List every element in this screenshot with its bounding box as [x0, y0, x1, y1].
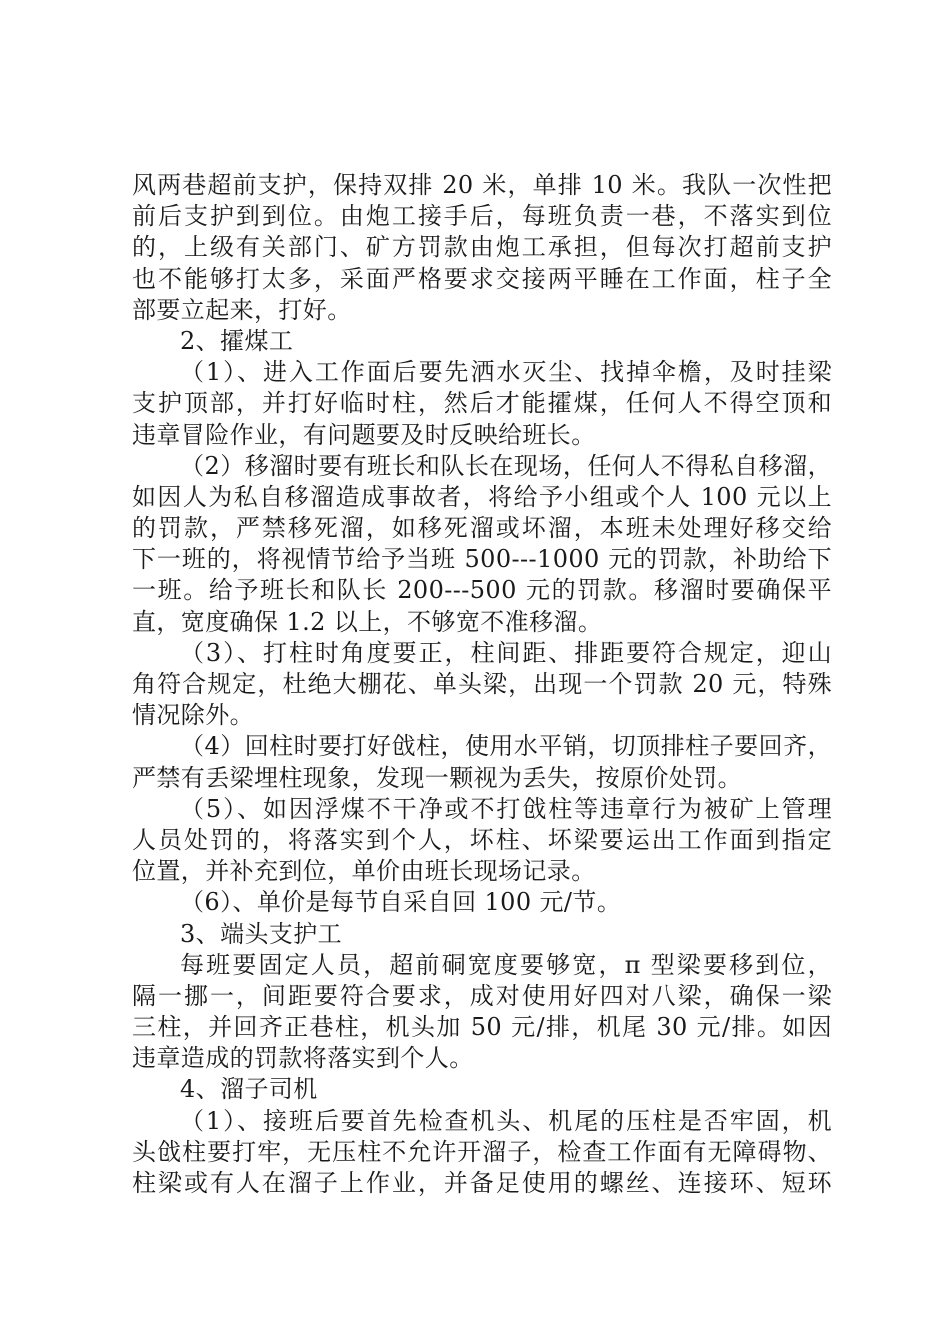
- text-line: 风两巷超前支护，保持双排 20 米，单排 10 米。我队一次性把: [132, 171, 832, 199]
- text-line: 每班要固定人员，超前硐宽度要够宽，π 型梁要移到位，: [180, 950, 832, 979]
- text-line: 部要立起来，打好。: [132, 295, 352, 324]
- text-line: 直，宽度确保 1.2 以上，不够宽不准移溜。: [132, 607, 603, 636]
- text-line: 也不能够打太多，采面严格要求交接两平睡在工作面，柱子全: [132, 264, 832, 293]
- text-line: 隔一挪一，间距要符合要求，成对使用好四对八梁，确保一梁: [132, 981, 832, 1010]
- section-heading: 3、端头支护工: [180, 919, 343, 948]
- text-line: （6）、单价是每节自采自回 100 元/节。: [180, 888, 622, 917]
- text-line: 头戗柱要打牢，无压柱不允许开溜子，检查工作面有无障碍物、: [132, 1137, 832, 1166]
- text-line: （5）、如因浮煤不干净或不打戗柱等违章行为被矿上管理: [180, 794, 832, 823]
- document-body: [132, 170, 832, 1199]
- text-line: 如因人为私自移溜造成事故者，将给予小组或个人 100 元以上: [132, 482, 832, 511]
- text-line: 支护顶部，并打好临时柱，然后才能攉煤，任何人不得空顶和: [132, 389, 832, 418]
- text-line: 一班。给予班长和队长 200---500 元的罚款。移溜时要确保平: [132, 576, 832, 605]
- text-line: 人员处罚的，将落实到个人，坏柱、坏梁要运出工作面到指定: [132, 825, 832, 854]
- text-line: 情况除外。: [132, 701, 254, 730]
- section-heading: 2、攉煤工: [180, 326, 294, 355]
- text-line: 严禁有丢梁埋柱现象，发现一颗视为丢失，按原价处罚。: [132, 763, 742, 792]
- section-heading: 4、溜子司机: [180, 1075, 318, 1104]
- text-line: 角符合规定，杜绝大棚花、单头梁，出现一个罚款 20 元，特殊: [132, 670, 832, 698]
- text-line: （1）、接班后要首先检查机头、机尾的压柱是否牢固，机: [180, 1106, 832, 1135]
- text-line: （1）、进入工作面后要先洒水灭尘、找掉伞檐，及时挂梁: [180, 358, 832, 387]
- text-line: 三柱，并回齐正巷柱，机头加 50 元/排，机尾 30 元/排。如因: [132, 1013, 832, 1042]
- text-line: （3）、打柱时角度要正，柱间距、排距要符合规定，迎山: [180, 638, 832, 667]
- text-line: （4）回柱时要打好戗柱，使用水平销，切顶排柱子要回齐，: [180, 732, 832, 761]
- text-line: 位置，并补充到位，单价由班长现场记录。: [132, 857, 596, 886]
- text-line: 的，上级有关部门、矿方罚款由炮工承担，但每次打超前支护: [132, 233, 832, 262]
- text-line: 前后支护到到位。由炮工接手后，每班负责一巷，不落实到位: [132, 202, 832, 231]
- text-line: 下一班的，将视情节给予当班 500---1000 元的罚款，补助给下: [132, 545, 832, 574]
- text-line: （2）移溜时要有班长和队长在现场，任何人不得私自移溜，: [180, 451, 832, 480]
- text-line: 违章冒险作业，有问题要及时反映给班长。: [132, 420, 596, 449]
- text-line: 柱梁或有人在溜子上作业，并备足使用的螺丝、连接环、短环: [132, 1169, 832, 1197]
- text-line: 的罚款，严禁移死溜，如移死溜或坏溜，本班未处理好移交给: [132, 514, 832, 543]
- text-line: 违章造成的罚款将落实到个人。: [132, 1044, 474, 1073]
